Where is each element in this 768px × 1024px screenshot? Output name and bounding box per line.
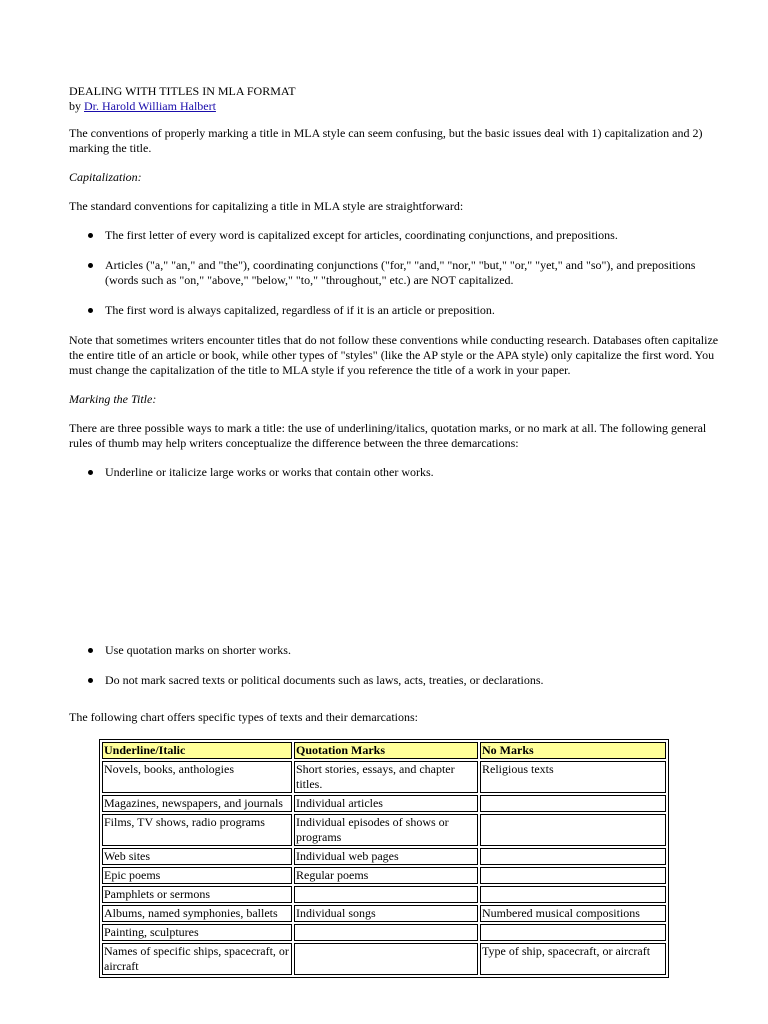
table-cell	[480, 886, 666, 903]
table-cell: Regular poems	[294, 867, 478, 884]
table-cell	[480, 867, 666, 884]
list-item: Do not mark sacred texts or political documents such as laws, acts, treaties, or declarations.	[69, 673, 729, 688]
chart-intro: The following chart offers specific types of texts and their demarcations:	[69, 710, 418, 724]
table-row	[102, 761, 666, 793]
list-item: Use quotation marks on shorter works.	[69, 643, 729, 658]
marking-heading: Marking the Title:	[69, 392, 157, 406]
table-cell: Names of specific ships, spacecraft, or aircraft	[102, 943, 292, 975]
table-cell: Individual episodes of shows or programs	[294, 814, 478, 846]
blank-space	[69, 495, 729, 643]
table-cell: Numbered musical compositions	[480, 905, 666, 922]
table-cell	[480, 924, 666, 941]
column-header: Quotation Marks	[294, 742, 478, 759]
intro-paragraph: The conventions of properly marking a title in MLA style can seem confusing, but the basic issues deal with 1) capitalization and 2) marking the title.	[69, 126, 703, 155]
table-row	[102, 886, 666, 903]
marking-lead: There are three possible ways to mark a title: the use of underlining/italics, quotation marks, or no mark at all. The following general rules of thumb may help writers conceptualize the difference between the three demarcations:	[69, 421, 707, 450]
capitalization-heading: Capitalization:	[69, 170, 142, 184]
table-cell: Individual articles	[294, 795, 478, 812]
list-item: The first letter of every word is capitalized except for articles, coordinating conjunctions, and prepositions.	[69, 228, 729, 243]
capitalization-note: Note that sometimes writers encounter titles that do not follow these conventions while conducting research. Databases often capitalize the entire title of an article or book, while other types of "styles" (like the AP style or the APA style) only capitalize the first word. You must change the capitalization of the title to MLA style if you reference the title of a work in your paper.	[69, 333, 719, 377]
document-body	[69, 84, 729, 978]
table-cell: Pamphlets or sermons	[102, 886, 292, 903]
table-row	[102, 943, 666, 975]
table-cell	[294, 943, 478, 975]
by-label: by	[69, 99, 81, 113]
table-cell: Epic poems	[102, 867, 292, 884]
table-row	[102, 924, 666, 941]
table-cell: Films, TV shows, radio programs	[102, 814, 292, 846]
table-row	[102, 795, 666, 812]
table-cell: Painting, sculptures	[102, 924, 292, 941]
table-cell: Short stories, essays, and chapter titles.	[294, 761, 478, 793]
demarcation-table	[99, 739, 669, 978]
capitalization-lead: The standard conventions for capitalizing a title in MLA style are straightforward:	[69, 199, 464, 213]
column-header: No Marks	[480, 742, 666, 759]
table-row	[102, 848, 666, 865]
marking-rules-2	[69, 643, 729, 688]
column-header: Underline/Italic	[102, 742, 292, 759]
table-cell	[480, 848, 666, 865]
table-row	[102, 905, 666, 922]
table-cell: Magazines, newspapers, and journals	[102, 795, 292, 812]
list-item: Articles ("a," "an," and "the"), coordinating conjunctions ("for," "and," "nor," "but," "or," "yet," and "so"), and prepositions (words such as "on," "above," "below," "to," "throughout," etc.) are NOT capitalized.	[69, 258, 729, 288]
list-item: The first word is always capitalized, regardless of if it is an article or preposition.	[69, 303, 729, 318]
table-cell	[294, 924, 478, 941]
table-cell: Individual songs	[294, 905, 478, 922]
table-header-row	[102, 742, 666, 759]
table-cell	[480, 814, 666, 846]
table-cell: Web sites	[102, 848, 292, 865]
table-cell: Individual web pages	[294, 848, 478, 865]
capitalization-rules	[69, 228, 729, 318]
table-row	[102, 814, 666, 846]
table-row	[102, 867, 666, 884]
table-cell	[294, 886, 478, 903]
byline	[69, 99, 729, 114]
document-title: DEALING WITH TITLES IN MLA FORMAT	[69, 84, 296, 98]
table-cell	[480, 795, 666, 812]
list-item: Underline or italicize large works or works that contain other works.	[69, 465, 729, 480]
author-link[interactable]: Dr. Harold William Halbert	[84, 99, 216, 113]
marking-rules-1	[69, 465, 729, 480]
table-cell: Religious texts	[480, 761, 666, 793]
table-cell: Albums, named symphonies, ballets	[102, 905, 292, 922]
table-cell: Type of ship, spacecraft, or aircraft	[480, 943, 666, 975]
table-cell: Novels, books, anthologies	[102, 761, 292, 793]
